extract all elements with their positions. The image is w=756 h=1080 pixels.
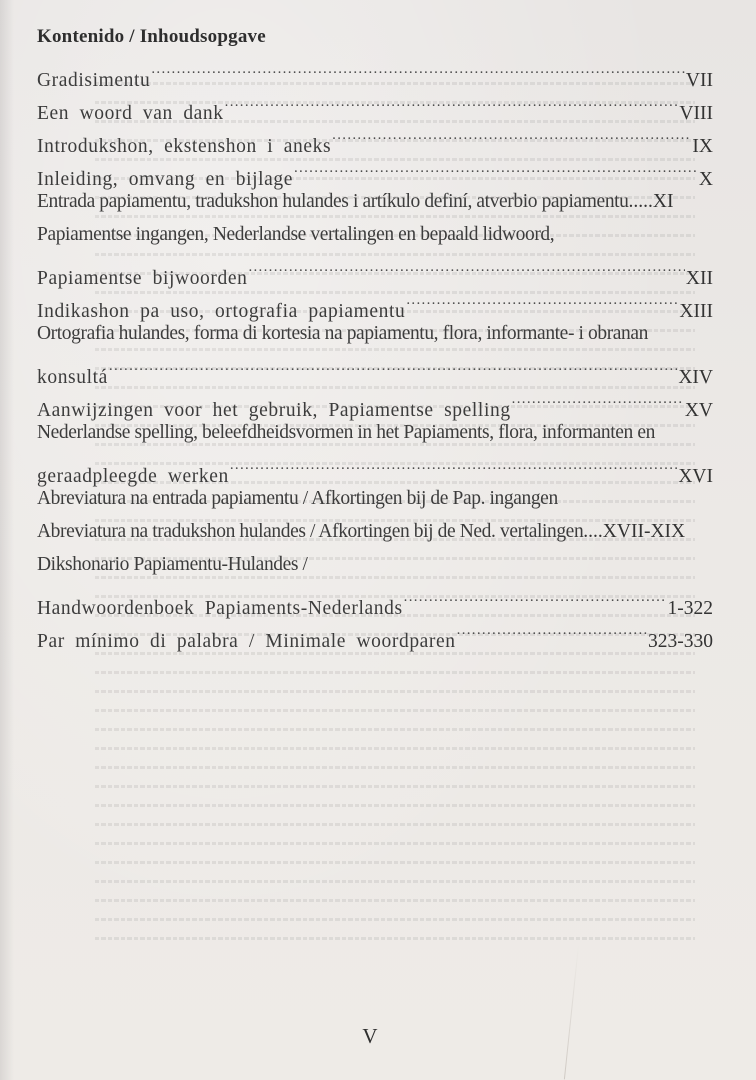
toc-entry-label: Papiamentse bijwoorden (37, 268, 248, 289)
table-of-contents (37, 20, 713, 652)
toc-entry-label: Par mínimo di palabra / Minimale woordparen (37, 631, 456, 652)
toc-entry-continued (37, 317, 713, 350)
toc-entry-label: Introdukshon, ekstenshon i aneks (37, 136, 332, 157)
toc-entry (37, 581, 713, 619)
toc-entry (37, 350, 713, 388)
toc-entry-label: Papiamentse ingangen, Nederlandse vertalingen en bepaald lidwoord, (37, 224, 555, 245)
dot-leader (248, 251, 684, 284)
toc-entry-page: XII (685, 268, 713, 289)
toc-entry-page: X (698, 169, 713, 190)
toc-entry-short-leader: .... (583, 521, 603, 542)
toc-entry (37, 53, 713, 91)
toc-entry-page: XI (652, 191, 674, 212)
toc-entry-continued (37, 548, 713, 581)
toc-entry-label: Dikshonario Papiamentu-Hulandes / (37, 554, 308, 575)
toc-entry-label: Indikashon pa uso, ortografia papiamentu (37, 301, 406, 322)
toc-entry-label: Nederlandse spelling, beleefdheidsvormen in het Papiaments, flora, informanten en (37, 422, 655, 443)
toc-entry-label: Abreviatura na entrada papiamentu / Afkortingen bij de Pap. ingangen (37, 488, 558, 509)
toc-entry-label: Ortografia hulandes, forma di kortesia na papiamentu, flora, informante- i obranan (37, 323, 649, 344)
toc-entry-page: IX (692, 136, 713, 157)
dot-leader (225, 86, 679, 119)
page-number: V (362, 1024, 378, 1048)
toc-entry-label: geraadpleegde werken (37, 466, 229, 487)
toc-entry-label: Entrada papiamentu, tradukshon hulandes i artíkulo definí, atverbio papiamentu (37, 191, 629, 212)
dot-leader (404, 581, 667, 614)
toc-entry-label: Aanwijzingen voor het gebruik, Papiamentse spelling (37, 400, 511, 421)
toc-entry (37, 251, 713, 289)
toc-entry-page: XVII-XIX (602, 521, 686, 542)
toc-entry-page: XV (684, 400, 713, 421)
toc-entry (37, 515, 713, 548)
toc-entry-label: Gradisimentu (37, 70, 151, 91)
toc-entry-no-page (37, 482, 713, 515)
toc-entry-label: Abreviatura na tradukshon hulandes / Afkortingen bij de Ned. vertalingen (37, 521, 584, 542)
dot-leader (294, 152, 698, 185)
dot-leader (109, 350, 677, 383)
toc-entry-continued (37, 416, 713, 449)
toc-entry-page: XVI (678, 466, 713, 487)
paper-crease (564, 945, 579, 1079)
dot-leader (512, 383, 684, 416)
toc-title: Kontenido / Inhoudsopgave (37, 26, 266, 47)
toc-entry-continued (37, 218, 713, 251)
dot-leader (332, 119, 691, 152)
toc-entry (37, 383, 713, 421)
toc-entry-page: 323-330 (648, 631, 713, 652)
dot-leader (151, 53, 685, 86)
toc-entry-short-leader: ..... (628, 191, 653, 212)
toc-entry-label: konsultá (37, 367, 108, 388)
toc-entry-page: XIII (679, 301, 713, 322)
toc-entry-label: Een woord van dank (37, 103, 224, 124)
dot-leader (457, 614, 647, 647)
toc-entry-page: XIV (678, 367, 713, 388)
toc-entry-page: 1-322 (667, 598, 713, 619)
toc-entry-page: VIII (679, 103, 713, 124)
toc-entry (37, 185, 713, 218)
dot-leader (230, 449, 677, 482)
toc-entry-label: Handwoordenboek Papiaments-Nederlands (37, 598, 403, 619)
toc-entry (37, 449, 713, 487)
page-edge-shadow (0, 0, 14, 1080)
dot-leader (406, 284, 678, 317)
toc-entry-page: VII (685, 70, 713, 91)
toc-entry-label: Inleiding, omvang en bijlage (37, 169, 293, 190)
